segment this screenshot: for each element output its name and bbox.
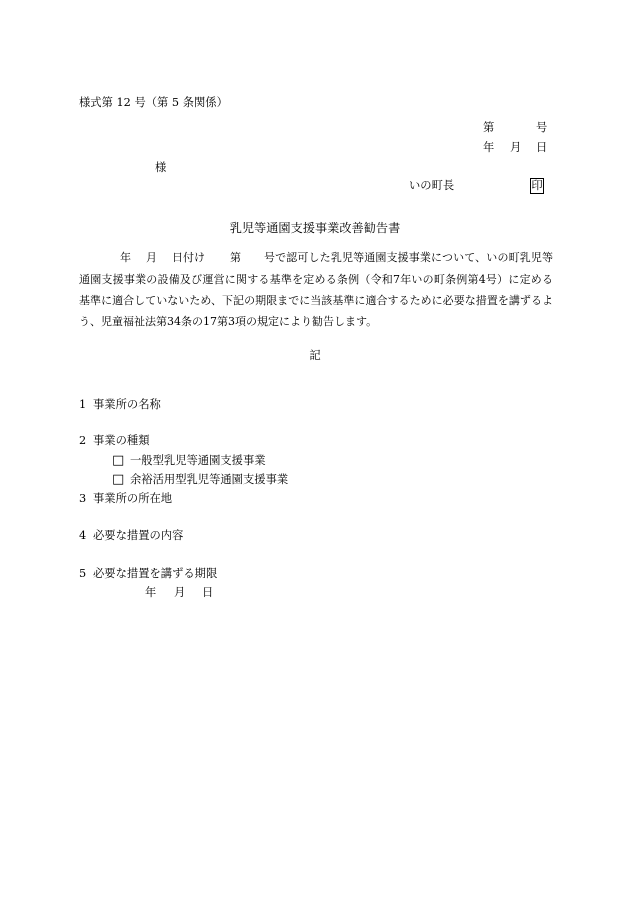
item-number: 4 [79,529,87,542]
option-label: 一般型乳児等通園支援事業 [130,454,266,467]
option-label: 余裕活用型乳児等通園支援事業 [130,473,289,486]
issue-date-year: 年 [483,141,495,154]
body-number-prefix: 第 [230,251,241,264]
doc-number-prefix: 第 [483,121,495,134]
doc-number-suffix: 号 [536,121,548,134]
item-label: 必要な措置を講ずる期限 [93,567,218,580]
form-number: 様式第 12 号（第 5 条関係） [79,96,228,109]
seal-mark: 印 [531,179,543,192]
issue-date-day: 日 [536,141,548,154]
item-number: 3 [79,492,87,505]
body-line-4: う、児童福祉法第34条の17第3項の規定により勧告します。 [79,315,378,328]
item-number: 2 [79,434,87,447]
body-line-1: 号で認可した乳児等通園支援事業について、いの町乳児等 [264,251,553,264]
body-date-day: 日付け [172,251,205,264]
issuer-name: いの町長 [409,179,455,192]
checkbox-icon: □ [112,453,125,468]
body-line-2: 通園支援事業の設備及び運営に関する基準を定める条例（令和7年いの町条例第4号）に定める [79,273,553,286]
body-date-month: 月 [146,251,157,264]
deadline-day: 日 [202,586,214,599]
body-line-3: 基準に適合していないため、下記の期限までに当該基準に適合するために必要な措置を講ずるよ [79,294,553,307]
checkbox-icon: □ [112,472,125,487]
issue-date-month: 月 [510,141,522,154]
item-label: 事業の種類 [93,434,150,447]
item-label: 事業所の所在地 [93,492,173,505]
deadline-month: 月 [174,586,186,599]
item-label: 必要な措置の内容 [93,529,184,542]
item-number: 1 [79,398,87,411]
item-number: 5 [79,567,87,580]
addressee-suffix: 様 [155,161,167,174]
body-date-year: 年 [120,251,131,264]
deadline-year: 年 [145,586,157,599]
document-title: 乳児等通園支援事業改善勧告書 [229,221,401,235]
record-mark: 記 [309,349,321,362]
item-label: 事業所の名称 [93,398,161,411]
